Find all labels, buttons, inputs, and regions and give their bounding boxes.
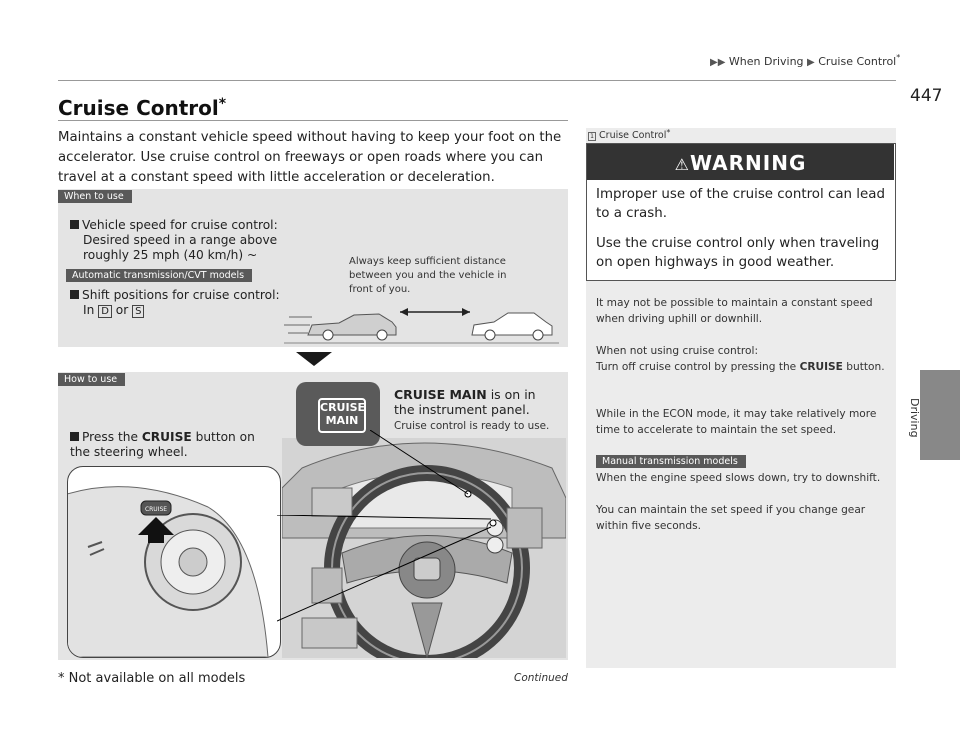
- warning-text-1: Improper use of the cruise control can lead to a crash.: [596, 187, 885, 221]
- own-car-icon: [308, 314, 396, 340]
- speed-heading: Vehicle speed for cruise control:: [82, 218, 278, 232]
- cruise-button-text: CRUISE: [144, 506, 168, 513]
- sidebar-para-5: You can maintain the set speed if you change gear within five seconds.: [596, 504, 866, 532]
- page-number: 447: [910, 86, 943, 106]
- two-cars-illustration: [284, 303, 559, 345]
- double-arrow-icon: ▶▶: [710, 57, 726, 68]
- title-star: *: [218, 96, 227, 112]
- ready-note: Cruise control is ready to use.: [394, 420, 550, 432]
- indicator-line1: CRUISE: [320, 401, 366, 414]
- arrow-head-right-icon: [462, 308, 470, 316]
- sidebar-para-2: [596, 343, 892, 375]
- bullet-square-icon: [70, 432, 79, 441]
- shift-key-s: S: [132, 305, 144, 318]
- note-marker-icon: 1: [588, 132, 596, 141]
- cruise-main-bold: CRUISE MAIN: [394, 387, 487, 402]
- breadcrumb-section[interactable]: When Driving: [728, 55, 804, 68]
- breadcrumb-page[interactable]: Cruise Control: [818, 55, 897, 68]
- footer-note: * Not available on all models: [58, 671, 246, 686]
- speed-text: Desired speed in a range above roughly 25 mph (40 km/h) ~: [83, 233, 278, 262]
- press-bold: CRUISE: [141, 430, 192, 444]
- indicator-line2: MAIN: [325, 414, 359, 427]
- press-pre: Press the: [82, 430, 142, 444]
- shift-heading: Shift positions for cruise control:: [82, 288, 280, 302]
- continued-label: Continued: [514, 672, 568, 684]
- p2b-pre: Turn off cruise control by pressing the: [596, 361, 800, 373]
- press-post: button on the steering wheel.: [70, 430, 255, 459]
- shift-or-text: or: [115, 303, 129, 317]
- header-divider: [58, 80, 896, 81]
- speed-item: [70, 218, 285, 263]
- breadcrumb-star: *: [896, 53, 901, 62]
- title-divider: [58, 120, 568, 121]
- bullet-square-icon: [70, 290, 79, 299]
- cruise-main-rest: is on in the instrument panel.: [394, 387, 536, 417]
- title-text: Cruise Control: [58, 96, 219, 120]
- down-arrow-icon: [296, 352, 332, 366]
- bullet-square-icon: [70, 220, 79, 229]
- arrow-head-left-icon: [400, 308, 408, 316]
- shift-item: [70, 288, 290, 318]
- side-tab-label: Driving: [908, 398, 921, 438]
- arrow-icon: ▶: [807, 57, 815, 68]
- sidebar-para-1: It may not be possible to maintain a constant speed when driving uphill or downhill.: [596, 297, 873, 325]
- cruise-main-callout: [394, 387, 559, 417]
- p2b-post: button.: [842, 361, 885, 373]
- sidebar-para-4: When the engine speed slows down, try to downshift.: [596, 472, 881, 484]
- steering-wheel-zoom: [68, 467, 280, 657]
- steering-wheel-inset: [67, 466, 281, 658]
- sidebar-title-text: Cruise Control: [599, 130, 667, 141]
- sidebar-para-3: While in the ECON mode, it may take relatively more time to accelerate to maintain the set speed.: [596, 408, 877, 436]
- manual-transmission-label: Manual transmission models: [596, 455, 746, 468]
- side-tab: [920, 370, 960, 460]
- breadcrumb: [710, 55, 900, 68]
- warning-text-2: Use the cruise control only when traveling on open highways in good weather.: [596, 236, 880, 270]
- warning-triangle-icon: ⚠: [674, 155, 690, 174]
- front-car-icon: [472, 313, 552, 340]
- press-cruise-item: [70, 430, 260, 460]
- indicator-pointer-line: [370, 430, 470, 500]
- shift-positions: [70, 303, 290, 318]
- sidebar-para-2a: When not using cruise control:: [596, 345, 759, 357]
- cruise-main-indicator-icon: [318, 398, 366, 433]
- sidebar-title-star: *: [666, 128, 671, 137]
- shift-in-text: In: [83, 303, 95, 317]
- warning-title: WARNING: [689, 151, 807, 175]
- page-title: [58, 96, 226, 120]
- transmission-label: Automatic transmission/CVT models: [66, 269, 252, 282]
- when-to-use-label: When to use: [58, 190, 132, 203]
- sidebar-para-2b: [596, 359, 892, 375]
- sidebar-title: [588, 130, 670, 141]
- shift-key-d: D: [98, 305, 112, 318]
- warning-header: [587, 144, 894, 180]
- p2b-bold: CRUISE: [799, 361, 843, 373]
- how-to-use-label: How to use: [58, 373, 125, 386]
- intro-paragraph: Maintains a constant vehicle speed without having to keep your foot on the accelerator. Use cruise control on freeways or open roads where you can travel at a constant speed with little acceleration or deceleration.: [58, 130, 562, 185]
- zoom-connector-lines: [277, 515, 492, 625]
- distance-note: Always keep sufficient distance between you and the vehicle in front of you.: [349, 256, 507, 295]
